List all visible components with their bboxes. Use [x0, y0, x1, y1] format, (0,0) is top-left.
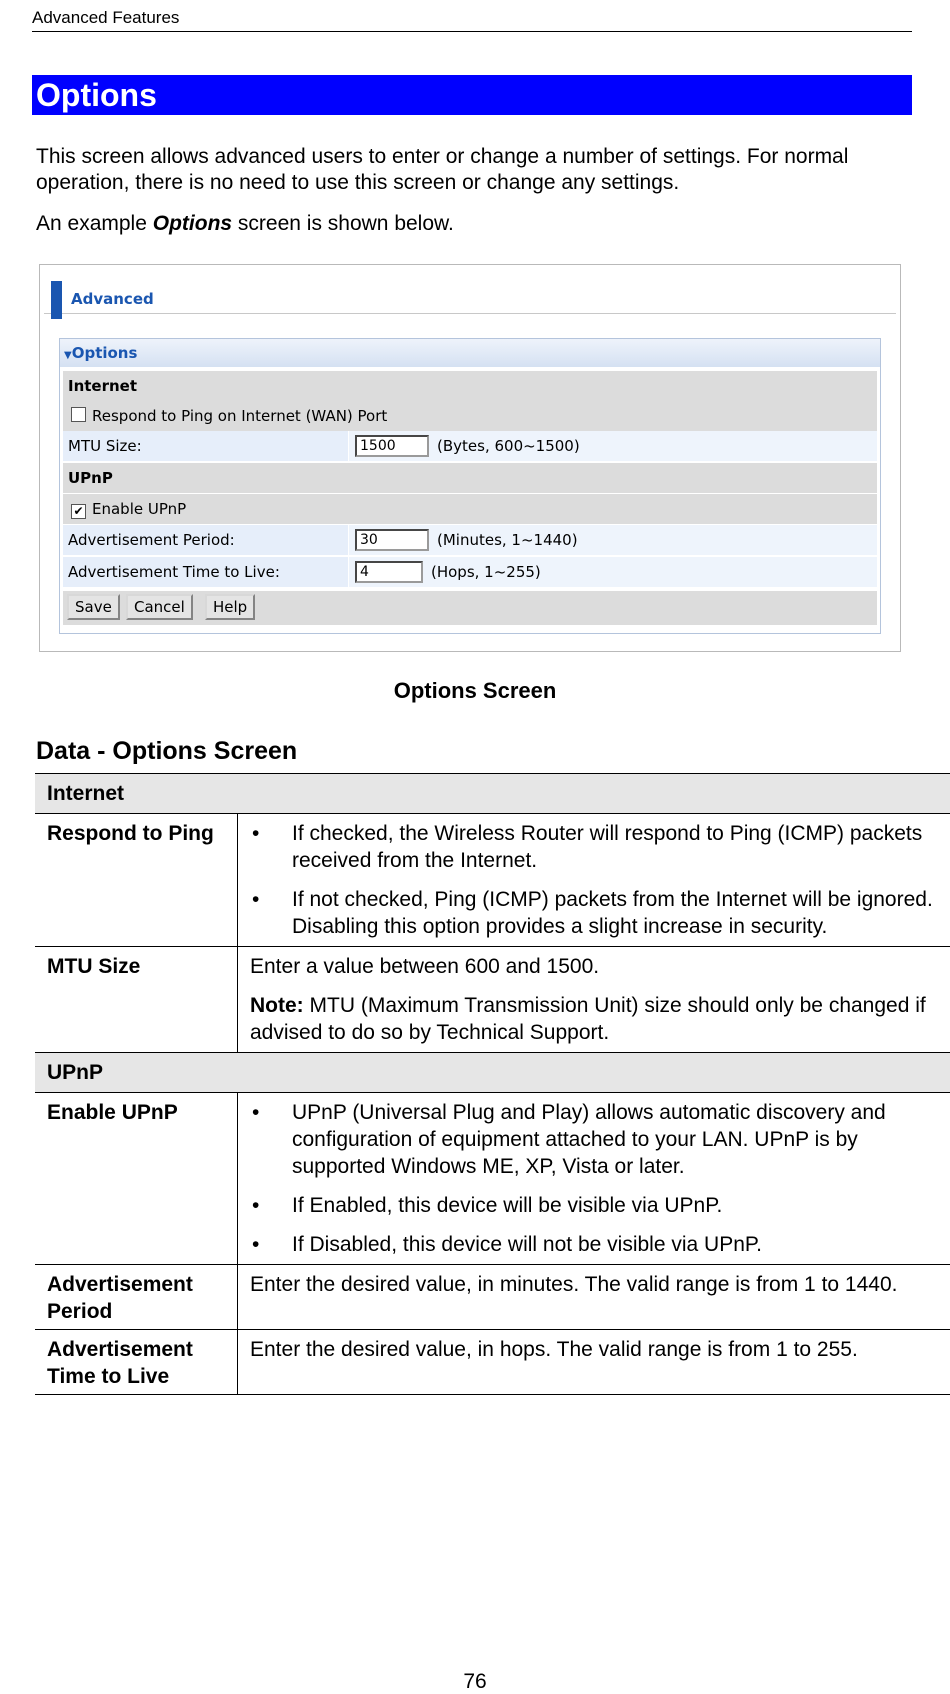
adv-period-table-label: Advertisement Period [35, 1265, 238, 1330]
table-section-row [35, 1053, 950, 1093]
table-row [35, 1093, 950, 1265]
example-suffix: screen is shown below. [238, 212, 454, 235]
example-emphasis: Options [153, 212, 232, 235]
example-prefix: An example [36, 212, 147, 235]
list-item: • If Enabled, this device will be visible via UPnP. [250, 1192, 938, 1219]
table-section-upnp: UPnP [35, 1053, 950, 1093]
adv-ttl-label: Advertisement Time to Live: [68, 557, 280, 587]
save-button[interactable]: Save [67, 594, 120, 620]
collapse-arrow-icon: ▼ [64, 350, 72, 361]
mtu-size-description [238, 947, 950, 1053]
upnp-row [63, 494, 877, 524]
ping-row [63, 401, 877, 431]
screenshot-header [44, 273, 896, 314]
data-heading: Data - Options Screen [36, 737, 297, 766]
list-item: • If checked, the Wireless Router will respond to Ping (ICMP) packets received from the Internet. [250, 820, 938, 874]
mtu-hint: (Bytes, 600~1500) [437, 431, 580, 461]
enable-upnp-description [238, 1093, 950, 1265]
table-row [35, 814, 950, 947]
mtu-text: Enter a value between 600 and 1500. [250, 953, 938, 980]
options-panel-title[interactable] [60, 339, 880, 367]
options-panel-title-text: Options [72, 344, 138, 362]
cancel-button[interactable]: Cancel [126, 594, 193, 620]
page-number: 76 [0, 1670, 950, 1694]
adv-ttl-description: Enter the desired value, in hops. The valid range is from 1 to 255. [238, 1330, 950, 1395]
mtu-note-text: MTU (Maximum Transmission Unit) size should only be changed if advised to do so by Technical Support. [250, 994, 926, 1044]
upnp-label: Enable UPnP [92, 500, 186, 518]
adv-ttl-table-label: Advertisement Time to Live [35, 1330, 238, 1395]
running-header: Advanced Features [32, 8, 912, 32]
mtu-value-cell [348, 431, 877, 461]
internet-section-row [63, 371, 877, 401]
adv-period-hint: (Minutes, 1~1440) [437, 525, 578, 555]
table-section-row [35, 774, 950, 814]
figure-caption: Options Screen [0, 678, 950, 704]
mtu-row [63, 431, 877, 461]
ping-checkbox[interactable] [71, 407, 86, 422]
help-button[interactable]: Help [205, 594, 255, 620]
screenshot-header-title: Advanced [71, 290, 154, 308]
table-section-internet: Internet [35, 774, 950, 814]
intro-paragraph: This screen allows advanced users to enter or change a number of settings. For normal operation, there is no need to use this screen or change any settings. [36, 144, 896, 196]
options-panel [59, 338, 881, 634]
adv-period-value-cell [348, 525, 877, 555]
respond-to-ping-description [238, 814, 950, 947]
list-item: • If not checked, Ping (ICMP) packets from the Internet will be ignored. Disabling this option provides a slight increase in security. [250, 886, 938, 940]
adv-ttl-row [63, 557, 877, 587]
mtu-note [250, 992, 938, 1046]
adv-period-label: Advertisement Period: [68, 525, 235, 555]
mtu-note-label: Note: [250, 994, 304, 1017]
table-row [35, 1330, 950, 1395]
mtu-input[interactable]: 1500 [355, 435, 429, 457]
options-screenshot [39, 264, 901, 652]
example-line [36, 212, 454, 236]
mtu-label: MTU Size: [68, 431, 142, 461]
internet-section-label: Internet [68, 371, 137, 401]
adv-period-description: Enter the desired value, in minutes. The valid range is from 1 to 1440. [238, 1265, 950, 1330]
list-item: • If Disabled, this device will not be visible via UPnP. [250, 1231, 938, 1258]
upnp-section-label: UPnP [68, 463, 113, 493]
adv-ttl-value-cell [348, 557, 877, 587]
adv-ttl-hint: (Hops, 1~255) [431, 557, 541, 587]
ping-label: Respond to Ping on Internet (WAN) Port [92, 407, 387, 425]
respond-to-ping-label: Respond to Ping [35, 814, 238, 947]
button-row [63, 591, 877, 625]
adv-period-input[interactable]: 30 [355, 529, 429, 551]
section-title: Options [32, 75, 912, 115]
table-row [35, 1265, 950, 1330]
upnp-section-row [63, 463, 877, 493]
adv-ttl-input[interactable]: 4 [355, 561, 423, 583]
enable-upnp-label: Enable UPnP [35, 1093, 238, 1265]
adv-period-row [63, 525, 877, 555]
data-table [35, 773, 950, 1395]
upnp-checkbox[interactable]: ✔ [71, 504, 86, 519]
list-item: • UPnP (Universal Plug and Play) allows automatic discovery and configuration of equipment attached to your LAN. UPnP is by supported Windows ME, XP, Vista or later. [250, 1099, 938, 1180]
mtu-size-label: MTU Size [35, 947, 238, 1053]
table-row [35, 947, 950, 1053]
header-accent-bar [51, 281, 62, 319]
